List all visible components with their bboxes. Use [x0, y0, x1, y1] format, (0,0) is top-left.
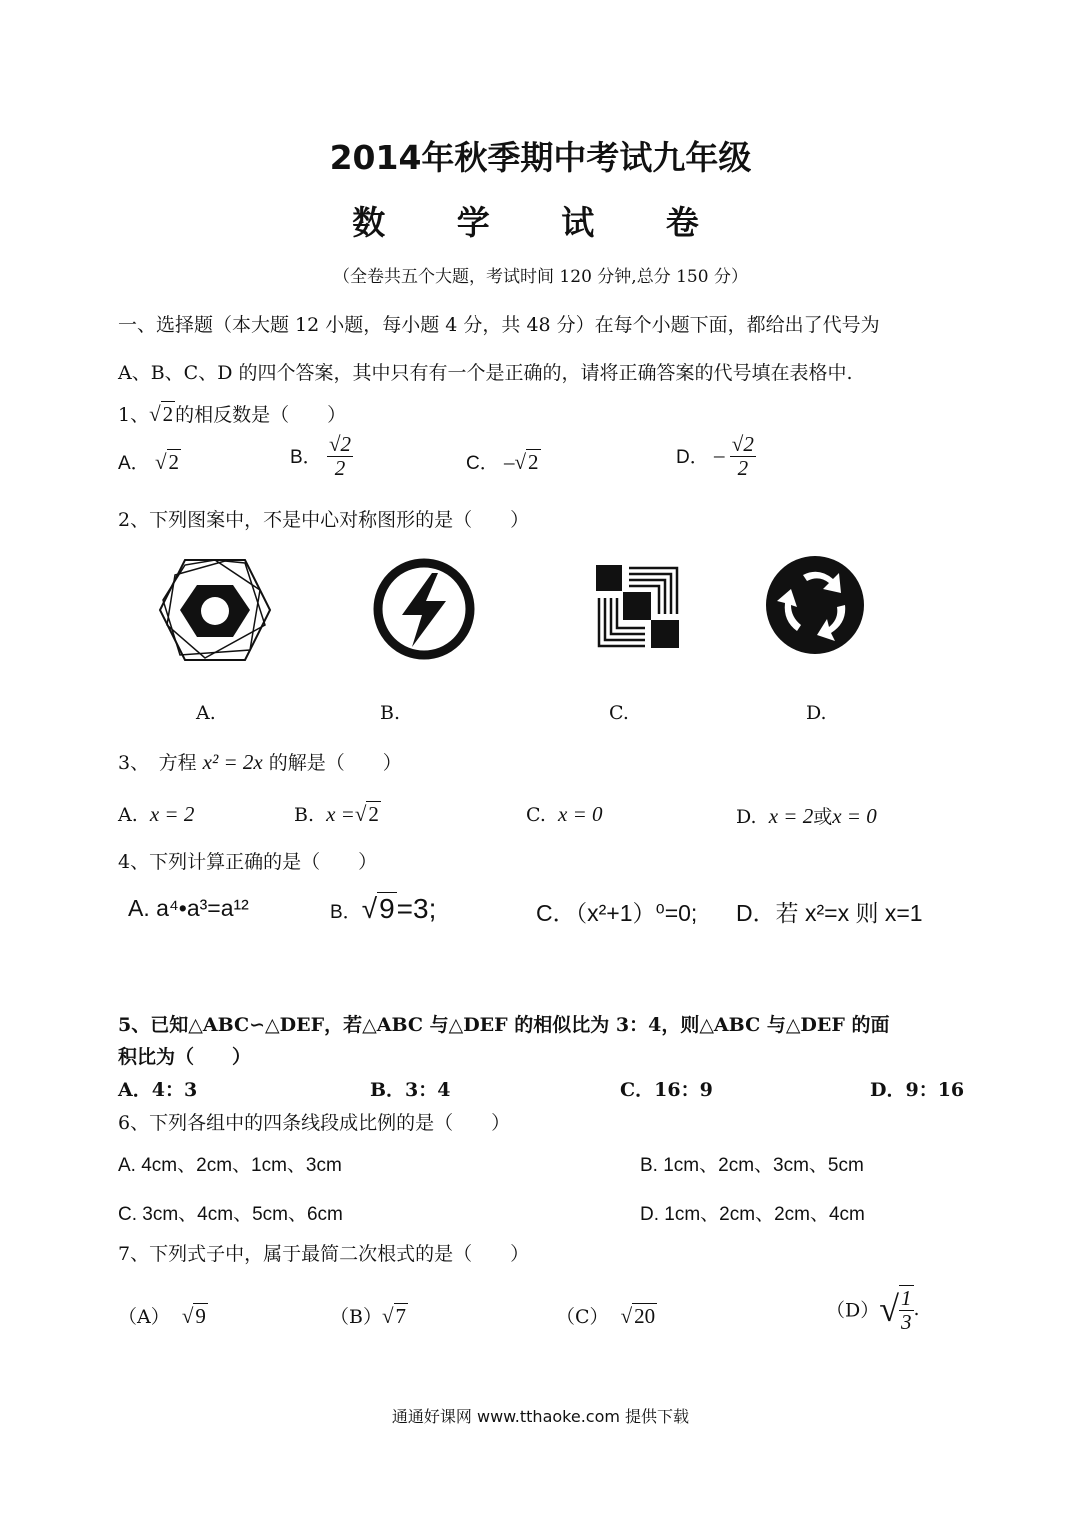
q1-option-c: [466, 448, 541, 475]
q1-d-neg: –: [714, 443, 725, 467]
q7-option-d: [826, 1285, 920, 1333]
q3-stem-post: 的解是（ ）: [268, 752, 402, 774]
q3-b-sqrt: √2: [354, 802, 379, 826]
q7-option-c: [556, 1302, 657, 1329]
q2-figure-d: [763, 553, 867, 657]
q2-label-a: A.: [196, 702, 216, 724]
q3-stem: [118, 748, 402, 775]
q7-a-radicand: 9: [195, 1304, 206, 1328]
exam-note: （全卷共五个大题，考试时间 120 分钟,总分 150 分）: [333, 267, 748, 287]
q4-option-b: [330, 893, 436, 925]
q6-option-c: C. 3cm、4cm、5cm、6cm: [118, 1204, 343, 1225]
q5-option-c: C．16：9: [620, 1079, 713, 1101]
q1-b-label: B．: [290, 447, 322, 468]
q1-b-den: 2: [334, 456, 346, 480]
q5-option-b: B．3：4: [370, 1079, 451, 1101]
section1-line2: A、B、C、D 的四个答案，其中只有有一个是正确的，请将正确答案的代号填在表格中.: [118, 362, 853, 384]
q2-label-c: C.: [609, 702, 629, 724]
q6-stem: 6、下列各组中的四条线段成比例的是（ ）: [118, 1112, 511, 1134]
q1-option-b: [290, 432, 353, 479]
q2-figure-b: [370, 555, 478, 663]
q4-option-a: A. a⁴•a³=a¹²: [128, 895, 249, 921]
q1-c-expr: –√2: [504, 450, 539, 474]
q7-option-a: [118, 1302, 208, 1329]
q4-b-eq: =3;: [396, 893, 437, 924]
q1-d-fraction: [730, 432, 756, 479]
q7-d-den: 3: [901, 1310, 912, 1334]
q1-c-radicand: 2: [528, 450, 539, 474]
q7-c-radicand: 20: [634, 1304, 656, 1328]
q3-c-value: x = 0: [558, 802, 603, 826]
q3-option-a: [118, 802, 194, 827]
q6-option-a: A. 4cm、2cm、1cm、3cm: [118, 1155, 342, 1176]
q1-c-label: C．: [466, 453, 499, 474]
q2-label-d: D.: [806, 702, 827, 724]
q3-c-label: C.: [526, 804, 546, 826]
q4-b-sqrt: √9: [361, 893, 395, 924]
q7-c-label: （C）: [556, 1306, 609, 1328]
q7-c-sqrt: √20: [620, 1304, 656, 1328]
q2-figure-a: [155, 555, 275, 665]
q2-label-b: B.: [380, 702, 401, 724]
q7-b-radicand: 7: [395, 1304, 406, 1328]
q3-option-d: [736, 802, 877, 829]
q3-option-b: [294, 802, 381, 827]
q3-b-radicand: 2: [368, 802, 379, 826]
q3-a-value: x = 2: [149, 802, 195, 826]
q1-radicand: 2: [162, 402, 174, 426]
q5-option-a: A．4：3: [118, 1079, 198, 1101]
q4-option-d: D．若 x²=x 则 x=1: [736, 900, 923, 926]
q1-b-fraction: [327, 432, 353, 479]
q1-stem: [118, 400, 346, 427]
q7-b-sqrt: √7: [381, 1304, 406, 1328]
q7-a-sqrt: √9: [181, 1304, 206, 1328]
q1-d-num: √2: [731, 432, 754, 456]
q7-a-label: （A）: [118, 1306, 170, 1328]
q7-d-num: 1: [901, 1286, 912, 1310]
q5-line2: 积比为（ ）: [118, 1046, 252, 1068]
q3-d-value2: x = 0: [832, 804, 877, 828]
q1-c-neg: –: [504, 450, 515, 474]
q7-option-b: [330, 1302, 408, 1329]
q7-d-fraction: [899, 1285, 914, 1333]
q1-a-sqrt: √2: [154, 450, 179, 474]
q3-d-value1: x = 2: [768, 804, 814, 828]
q3-option-c: [526, 802, 603, 827]
q1-a-label: A．: [118, 453, 150, 474]
q3-d-label: D.: [736, 806, 757, 828]
q6-option-d: D. 1cm、2cm、2cm、4cm: [640, 1204, 865, 1225]
q1-option-a: [118, 448, 181, 475]
q6-option-b: B. 1cm、2cm、3cm、5cm: [640, 1155, 864, 1176]
q1-d-label: D．: [676, 447, 709, 468]
q1-option-d: [676, 432, 756, 479]
q3-equation: x² = 2x: [202, 750, 263, 774]
q1-stem-text: 的相反数是（ ）: [175, 404, 347, 426]
q3-stem-pre: 3、 方程: [118, 752, 197, 774]
q4-b-radicand: 9: [379, 893, 395, 924]
q3-a-label: A.: [118, 804, 138, 826]
q4-b-label: B．: [330, 902, 362, 923]
q4-option-c: C．（x²+1）⁰=0;: [536, 900, 698, 926]
q7-d-sqrt-sign: √: [879, 1289, 899, 1329]
q7-d-label: （D）: [826, 1299, 880, 1322]
q5-option-d: D．9：16: [870, 1079, 965, 1101]
section1-line1: 一、选择题（本大题 12 小题，每小题 4 分，共 48 分）在每个小题下面，都给出了代号为: [118, 314, 880, 336]
q1-number: 1、: [118, 404, 150, 426]
q1-sqrt: √2: [149, 402, 174, 426]
q5-line1: 5、已知△ABC∽△DEF，若△ABC 与△DEF 的相似比为 3：4，则△ABC 与△DEF 的面: [118, 1014, 890, 1036]
q3-b-value: x =: [326, 802, 355, 826]
q4-stem: 4、下列计算正确的是（ ）: [118, 851, 378, 873]
exam-title: 2014年秋季期中考试九年级: [329, 138, 752, 177]
exam-subtitle: 数 学 试 卷: [352, 203, 729, 242]
q2-figure-c: [593, 562, 683, 652]
q7-d-end: .: [913, 1298, 920, 1320]
q1-b-num: √2: [328, 432, 351, 456]
q1-a-radicand: 2: [168, 450, 179, 474]
q2-stem: 2、下列图案中，不是中心对称图形的是（ ）: [118, 509, 530, 531]
q1-d-den: 2: [737, 456, 749, 480]
q3-d-or: 或: [813, 806, 833, 828]
q7-b-label: （B）: [330, 1306, 382, 1328]
q7-stem: 7、下列式子中，属于最简二次根式的是（ ）: [118, 1243, 530, 1265]
q3-b-label: B.: [294, 804, 315, 826]
footer-text: 通通好课网 www.tthaoke.com 提供下载: [391, 1407, 690, 1426]
